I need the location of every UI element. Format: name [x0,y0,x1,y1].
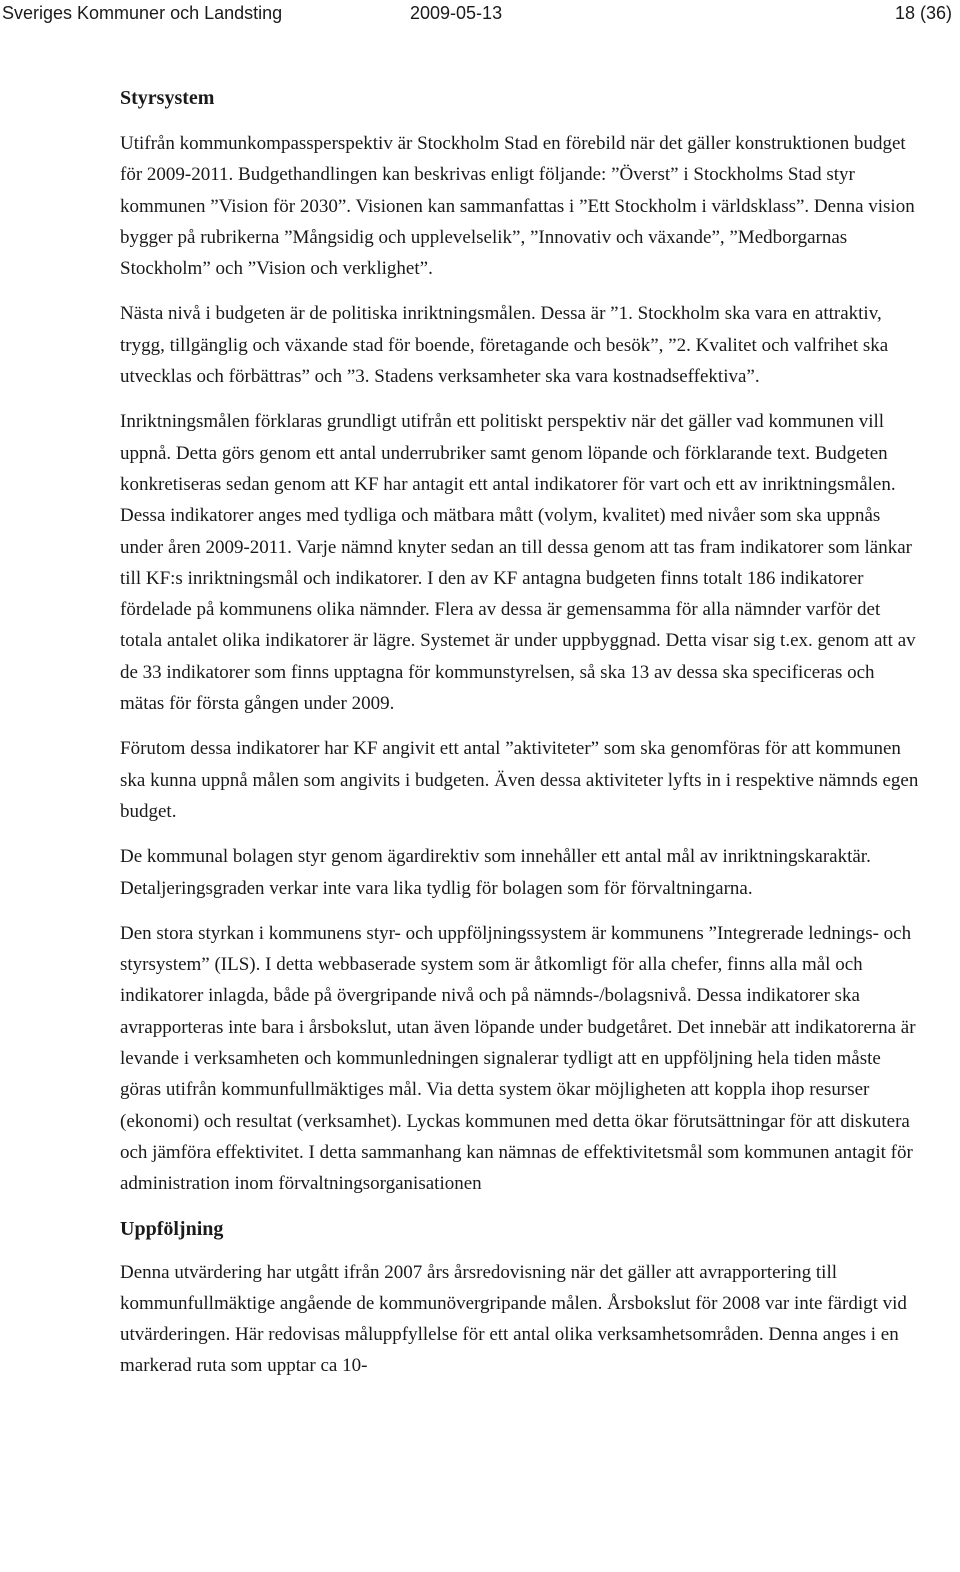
organization-name: Sveriges Kommuner och Landsting [2,3,283,23]
paragraph-evaluation: Denna utvärdering har utgått ifrån 2007 års årsredovisning när det gäller att avrapportering till kommunfullmäktige angående de kommunövergripande målen. Årsbokslut för 2008 var inte färdigt vid utvärderingen. Här redovisas måluppfyllelse för ett antal olika verksamhetsområden. Denna anges i en markerad ruta som upptar ca 10- [120,1261,907,1377]
paragraph-companies: De kommunal bolagen styr genom ägardirektiv som innehåller ett antal mål av inriktningskaraktär. Detaljeringsgraden verkar inte vara lika tydlig för bolagen som för förvaltningarna. [120,846,871,899]
document-body [120,83,920,1396]
paragraph-ils-system: Den stora styrkan i kommunens styr- och uppföljningssystem är kommunens ”Integrerade lednings- och styrsystem” (ILS). I detta webbaserade system som är åtkomligt för alla chefer, finns alla mål och indikatorer inlagda, både på övergripande nivå och på nämnds-/bolagsnivå. Dessa indikatorer ska avrapporteras inte bara i årsbokslut, utan även löpande under budgetåret. Det innebär att indikatorerna är levande i verksamheten och kommunledningen signalerar tydligt att en uppföljning hela tiden måste göras utifrån kommunfullmäktiges mål. Via detta system ökar möjligheten att koppla ihop resurser (ekonomi) och resultat (verksamhet). Lyckas kommunen med detta ökar förutsättningar för att diskutera och jämföra effektivitet. I detta sammanhang kan nämnas de effektivitetsmål som kommunen antagit för administration inom förvaltningsorganisationen [120,922,916,1195]
paragraph-budget-structure: Utifrån kommunkompassperspektiv är Stockholm Stad en förebild när det gäller konstruktionen budget för 2009-2011. Budgethandlingen kan beskrivas enligt följande: ”Överst” i Stockholms Stad styr kommunen ”Vision för 2030”. Visionen kan sammanfattas i ”Ett Stockholm i världsklass”. Denna vision bygger på rubrikerna ”Mångsidig och upplevelselik”, ”Innovativ och växande”, ”Medborgarnas Stockholm” och ”Vision och verklighet”. [120,133,915,280]
section-heading-styrsystem: Styrsystem [120,87,215,109]
paragraph-indicators: Inriktningsmålen förklaras grundligt utifrån ett politiskt perspektiv när det gäller vad kommunen vill uppnå. Detta görs genom ett antal underrubriker samt genom löpande och förklarande text. Budgeten konkretiseras sedan genom att KF har antagit ett antal indikatorer för vart och ett av inriktningsmålen. Dessa indikatorer anges med tydliga och mätbara mått (volym, kvalitet) med nivåer som ska uppnås under åren 2009-2011. Varje nämnd knyter sedan an till dessa genom att tas fram indikatorer som länkar till KF:s inriktningsmål och indikatorer. I den av KF antagna budgeten finns totalt 186 indikatorer fördelade på kommunens olika nämnder. Flera av dessa är gemensamma för alla nämnder varför det totala antalet olika indikatorer är lägre. Systemet är under uppbyggnad. Detta visar sig t.ex. genom att av de 33 indikatorer som finns upptagna för kommunstyrelsen, så ska 13 av dessa ska specificeras och mätas för första gången under 2009. [120,411,916,715]
section-heading-uppfoljning: Uppföljning [120,1217,224,1240]
paragraph-activities: Förutom dessa indikatorer har KF angivit ett antal ”aktiviteter” som ska genomföras för att kommunen ska kunna uppnå målen som angivits i budgeten. Även dessa aktiviteter lyfts in i respektive nämnds egen budget. [120,738,919,822]
paragraph-policy-goals: Nästa nivå i budgeten är de politiska inriktningsmålen. Dessa är ”1. Stockholm ska vara en attraktiv, trygg, tillgänglig och växande stad för boende, företagande och besök”, ”2. Kvalitet och valfrihet ska utvecklas och förbättras” och ”3. Stadens verksamheter ska vara kostnadseffektiva”. [120,303,889,388]
document-date: 2009-05-13 [410,3,503,23]
page-header [0,2,960,24]
page-number: 18 (36) [894,3,952,23]
